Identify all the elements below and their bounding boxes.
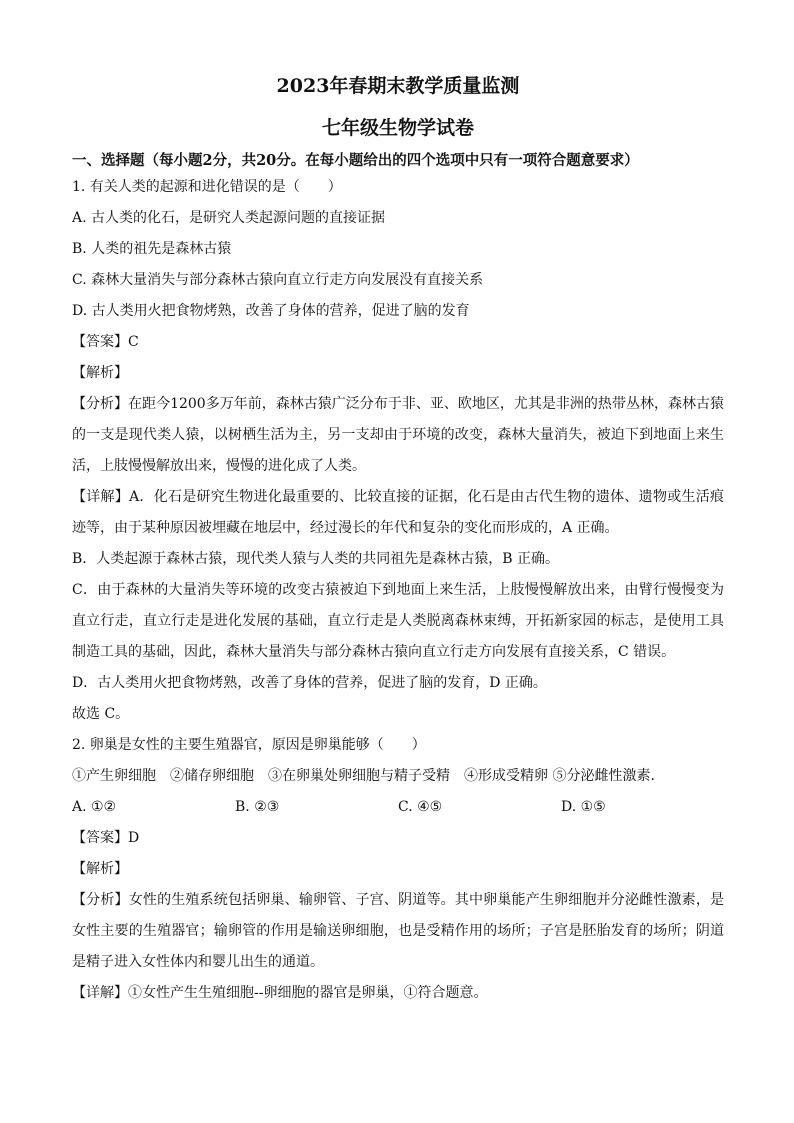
answer-tag: 【答案】: [72, 334, 128, 350]
q1-option-c: C. 森林大量消失与部分森林古猿向直立行走方向发展没有直接关系: [72, 272, 484, 288]
detail-text: ①女性产生生殖细胞--卵细胞的器官是卵巢，①符合题意。: [128, 985, 488, 1001]
q2-items: ①产生卵细胞 ②储存卵细胞 ③在卵巢处卵细胞与精子受精 ④形成受精卵 ⑤分泌雌性激素．: [72, 768, 665, 784]
answer-tag: 【答案】: [72, 830, 128, 846]
page-subtitle: 七年级生物学试卷: [321, 117, 474, 139]
q2-option-a: A. ①②: [72, 799, 117, 815]
section-heading: 一、选择题（每小题2分，共20分。在每小题给出的四个选项中只有一项符合题意要求）: [72, 152, 639, 169]
detail-tag: 【详解】: [72, 985, 128, 1001]
analysis-tag: 【分析】: [72, 396, 129, 412]
q1-detail-d: D．古人类用火把食物烤熟，改善了身体的营养，促进了脑的发育，D 正确。: [72, 675, 547, 691]
q2-answer: [72, 823, 724, 854]
q1-stem: 1. 有关人类的起源和进化错误的是（ ）: [72, 179, 342, 195]
q2-option-b: B. ②③: [235, 799, 280, 815]
q2-option-c: C. ④⑤: [398, 799, 443, 815]
q1-answer: [72, 327, 724, 358]
q1-conclusion: 故选 C。: [72, 706, 130, 722]
q1-analysis: [72, 389, 724, 482]
analysis-text: 女性的生殖系统包括卵巢、输卵管、子宫、阴道等。其中卵巢能产生卵细胞并分泌雌性激素，是女性主要的生殖器官；输卵管的作用是输送卵细胞，也是受精作用的场所；子宫是胚胎发育的场所；阴道是精子进入女性体内和婴儿出生的通道。: [72, 892, 725, 970]
document-page: [72, 68, 724, 1009]
q2-jiexi-tag: 【解析】: [72, 861, 128, 877]
page-title: 2023年春期末教学质量监测: [276, 75, 520, 97]
q1-detail-a: [72, 482, 724, 544]
answer-value: C: [128, 334, 139, 350]
q2-detail: [72, 978, 724, 1009]
q1-option-a: A. 古人类的化石，是研究人类起源问题的直接证据: [72, 210, 386, 226]
answer-value: D: [128, 830, 140, 846]
q1-option-d: D. 古人类用火把食物烤熟，改善了身体的营养，促进了脑的发育: [72, 303, 470, 319]
q1-detail-b: B．人类起源于森林古猿，现代类人猿与人类的共同祖先是森林古猿，B 正确。: [72, 551, 560, 567]
detail-tag: 【详解】: [72, 489, 130, 505]
q2-option-d: D. ①⑤: [561, 799, 606, 815]
q1-jiexi-tag: 【解析】: [72, 365, 128, 381]
analysis-text: 在距今1200多万年前，森林古猿广泛分布于非、亚、欧地区，尤其是非洲的热带丛林，森林古猿的一支是现代类人猿，以树栖生活为主，另一支却由于环境的改变，森林大量消失，被迫下到地面上来生活，上肢慢慢解放出来，慢慢的进化成了人类。: [72, 396, 725, 474]
q1-detail-c: C．由于森林的大量消失等环境的改变古猿被迫下到地面上来生活，上肢慢慢解放出来，由臂行慢慢变为直立行走，直立行走是进化发展的基础，直立行走是人类脱离森林束缚，开拓新家园的标志，是使用工具制造工具的基础，因此，森林大量消失与部分森林古猿向直立行走方向发展有直接关系，C 错误。: [72, 582, 724, 660]
q1-option-b: B. 人类的祖先是森林古猿: [72, 241, 232, 257]
q2-options: [72, 792, 724, 823]
q2-stem: 2. 卵巢是女性的主要生殖器官，原因是卵巢能够（ ）: [72, 737, 426, 753]
q2-analysis: [72, 885, 724, 978]
analysis-tag: 【分析】: [72, 892, 129, 908]
detail-text: A．化石是研究生物进化最重要的、比较直接的证据，化石是由古代生物的遗体、遗物或生活痕迹等，由于某种原因被埋藏在地层中，经过漫长的年代和复杂的变化而形成的，A 正确。: [72, 489, 725, 536]
